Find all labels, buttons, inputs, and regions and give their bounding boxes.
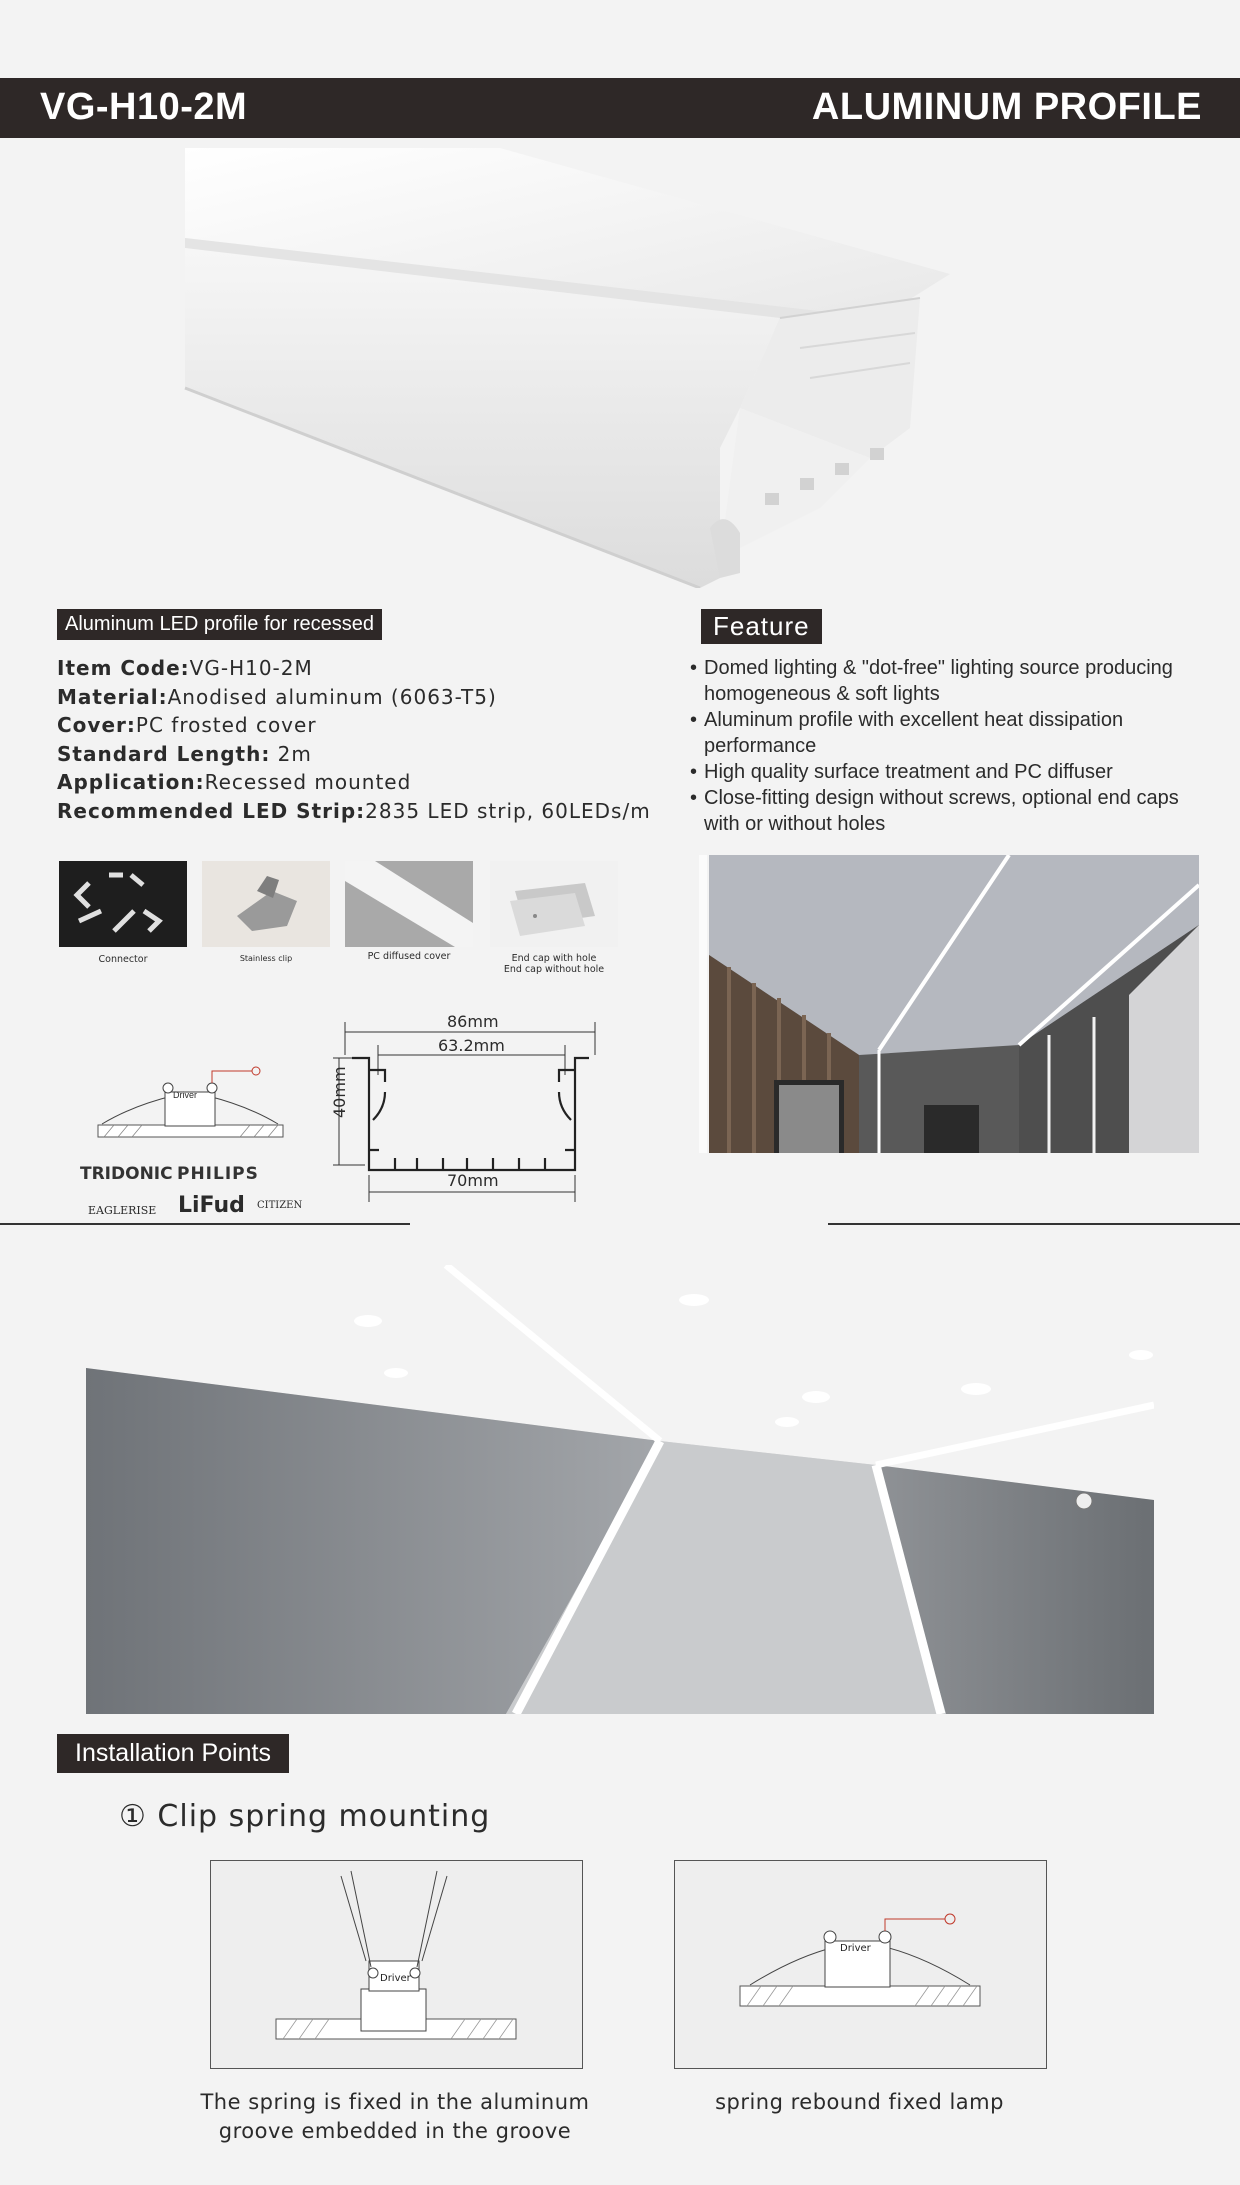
install-caption-2: spring rebound fixed lamp (715, 2090, 1004, 2114)
room-application-photo (86, 1265, 1154, 1714)
divider-right (828, 1223, 1240, 1225)
brand-philips: PHILIPS (177, 1164, 259, 1184)
svg-text:Driver: Driver (840, 1943, 871, 1954)
install-caption-1: The spring is fixed in the aluminum groove embedded in the groove (200, 2090, 590, 2143)
spec-material: Material:Anodised aluminum (6063-T5) (57, 684, 497, 709)
brand-lifud: LiFud (178, 1193, 245, 1218)
brand-tridonic: TRIDONIC (80, 1164, 173, 1184)
feature-title: Feature (701, 609, 822, 644)
pc-cover-image (345, 861, 473, 947)
end-cap-caption: End cap with hole End cap without hole (503, 953, 605, 975)
section-tag: Aluminum LED profile for recessed (57, 609, 382, 640)
dim-outer-width: 86mm (447, 1012, 499, 1031)
clip-caption: Stainless clip (239, 954, 293, 963)
corridor-application-photo (699, 855, 1199, 1153)
connector-image (59, 861, 187, 947)
spec-item-code: Item Code:VG-H10-2M (57, 656, 313, 680)
connector-caption: Connector (98, 954, 148, 965)
feature-item: • Aluminum profile with excellent heat dissipation performance (690, 707, 1190, 759)
svg-text:Driver: Driver (380, 1973, 411, 1984)
stainless-clip-image (202, 861, 330, 947)
model-title: VG-H10-2M (40, 86, 248, 128)
dim-inner-width: 63.2mm (438, 1036, 505, 1055)
brand-citizen: CITIZEN (257, 1200, 303, 1211)
install-diagram-2 (674, 1860, 1047, 2069)
spec-standard-length: Standard Length: 2m (57, 741, 312, 766)
dim-bottom-width: 70mm (447, 1171, 499, 1190)
brand-eaglerise: EAGLERISE (88, 1204, 157, 1217)
spec-list (57, 654, 657, 825)
divider-left (0, 1223, 410, 1225)
feature-list (690, 655, 1190, 837)
feature-item: • Close-fitting design without screws, optional end caps with or without holes (690, 785, 1190, 837)
dim-height: 40mm (330, 1066, 349, 1118)
mounting-sketch-small (90, 1060, 290, 1160)
header-bar (0, 78, 1240, 138)
installation-method: ① Clip spring mounting (119, 1799, 491, 1834)
spec-led-strip: Recommended LED Strip:2835 LED strip, 60LEDs/m (57, 798, 651, 823)
feature-item: • High quality surface treatment and PC diffuser (690, 759, 1190, 785)
cover-caption: PC diffused cover (367, 951, 451, 962)
installation-title: Installation Points (57, 1734, 289, 1773)
driver-label: Driver (173, 1090, 197, 1100)
spec-application: Application:Recessed mounted (57, 770, 412, 794)
feature-item: • Domed lighting & "dot-free" lighting source producing homogeneous & soft lights (690, 655, 1190, 707)
profile-product-image (180, 148, 960, 588)
install-diagram-1 (210, 1860, 583, 2069)
end-cap-image (490, 861, 618, 947)
spec-cover: Cover:PC frosted cover (57, 713, 317, 737)
category-title: ALUMINUM PROFILE (811, 86, 1202, 128)
